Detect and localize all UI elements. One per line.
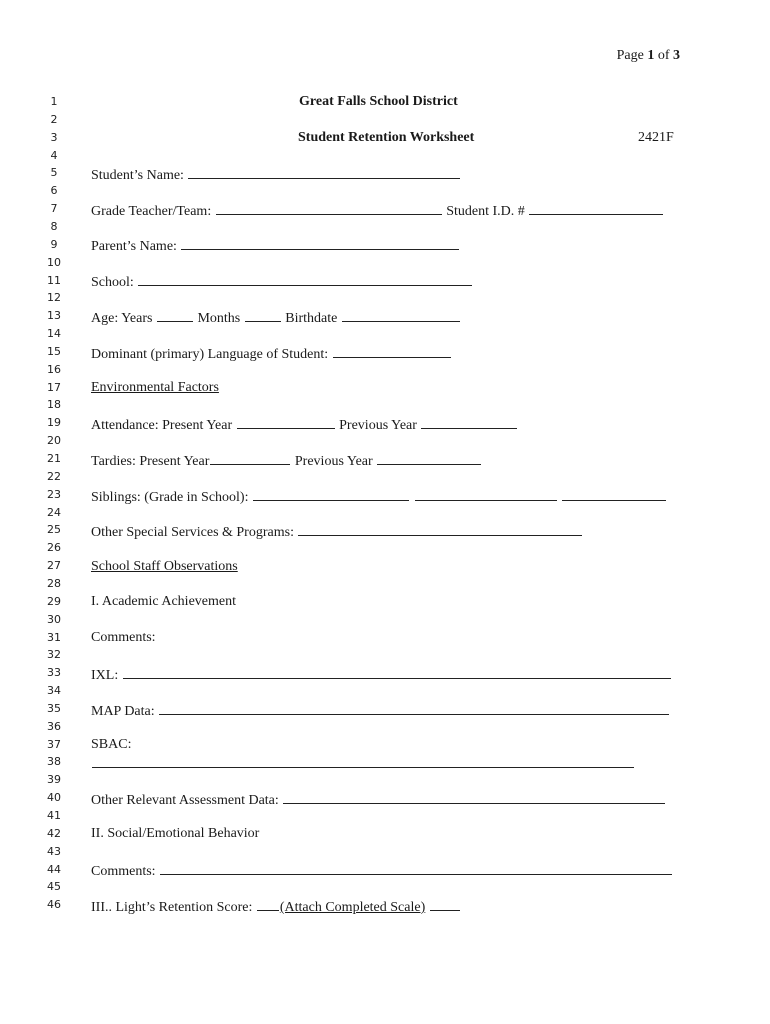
attendance-previous-blank[interactable] [421, 416, 517, 429]
tardies-present-label: Tardies: Present Year [91, 454, 210, 469]
line-number: 25 [47, 523, 61, 537]
social-heading: II. Social/Emotional Behavior [91, 826, 260, 841]
line-number: 22 [47, 469, 61, 483]
other-assessment-blank[interactable] [283, 791, 665, 804]
line-number: 12 [47, 291, 61, 305]
line-number: 3 [50, 130, 58, 144]
attendance-row [91, 416, 518, 434]
school-row [91, 273, 473, 291]
worksheet-title: Student Retention Worksheet [298, 130, 475, 145]
line-number: 5 [50, 166, 58, 180]
sbac-row [91, 755, 635, 773]
line-number: 39 [47, 773, 61, 787]
map-row [91, 702, 670, 720]
sbac-label: SBAC: [91, 737, 132, 752]
student-id-blank[interactable] [529, 202, 663, 215]
line-number: 43 [47, 844, 61, 858]
student-id-label: Student I.D. # [446, 204, 525, 219]
special-services-blank[interactable] [298, 523, 582, 536]
sbac-blank[interactable] [92, 755, 634, 768]
line-number: 37 [47, 737, 61, 751]
line-number: 38 [47, 755, 61, 769]
special-services-row [91, 523, 583, 541]
retention-score-blank[interactable] [257, 898, 279, 911]
page-label: Page [616, 48, 644, 63]
line-number: 35 [47, 701, 61, 715]
line-number: 6 [50, 184, 58, 198]
line-number: 46 [47, 898, 61, 912]
attendance-previous-label: Previous Year [339, 418, 417, 433]
total-pages: 3 [673, 48, 680, 63]
school-blank[interactable] [138, 273, 472, 286]
line-number: 15 [47, 344, 61, 358]
sibling-1-blank[interactable] [253, 488, 409, 501]
social-comments-blank[interactable] [160, 862, 672, 875]
line-number: 1 [50, 95, 58, 108]
sibling-2-blank[interactable] [415, 488, 557, 501]
line-number: 42 [47, 826, 61, 840]
line-number: 16 [47, 362, 61, 376]
page-of: of [657, 48, 670, 63]
line-number: 21 [47, 452, 61, 465]
special-services-label: Other Special Services & Programs: [91, 525, 294, 540]
grade-teacher-blank[interactable] [216, 202, 442, 215]
attach-scale-note: (Attach Completed Scale) [279, 900, 426, 915]
school-label: School: [91, 275, 134, 290]
ixl-row [91, 666, 672, 684]
tardies-previous-blank[interactable] [377, 452, 481, 465]
social-comments-row [91, 862, 673, 880]
line-number: 20 [47, 434, 61, 448]
students-name-label: Student’s Name: [91, 168, 184, 183]
attendance-present-blank[interactable] [237, 416, 335, 429]
academic-heading: I. Academic Achievement [91, 594, 236, 609]
line-number: 44 [47, 862, 61, 876]
line-number: 4 [50, 148, 58, 162]
line-number: 30 [47, 612, 61, 626]
siblings-row [91, 488, 667, 506]
siblings-label: Siblings: (Grade in School): [91, 490, 249, 505]
dominant-language-row [91, 345, 452, 363]
line-number: 26 [47, 541, 61, 555]
line-number: 10 [47, 255, 61, 269]
attendance-present-label: Attendance: Present Year [91, 418, 233, 433]
age-years-blank[interactable] [157, 309, 193, 322]
ixl-blank[interactable] [123, 666, 671, 679]
line-number: 29 [47, 594, 61, 608]
environmental-factors-heading: Environmental Factors [91, 380, 219, 395]
line-number: 19 [47, 416, 61, 430]
sibling-3-blank[interactable] [562, 488, 666, 501]
staff-observations-heading: School Staff Observations [91, 559, 238, 574]
line-number: 14 [47, 327, 61, 341]
parents-name-row [91, 237, 460, 255]
line-number: 41 [47, 809, 61, 822]
line-number: 33 [47, 666, 61, 680]
age-years-label: Age: Years [91, 311, 153, 326]
retention-score-label: III.. Light’s Retention Score: [91, 900, 253, 915]
page-number [617, 48, 680, 64]
line-number: 36 [47, 719, 61, 733]
birthdate-blank[interactable] [342, 309, 460, 322]
line-number: 17 [47, 380, 61, 394]
line-number: 28 [47, 576, 61, 590]
age-months-blank[interactable] [245, 309, 281, 322]
parents-name-label: Parent’s Name: [91, 239, 177, 254]
ixl-label: IXL: [91, 668, 119, 683]
line-number: 7 [50, 202, 58, 216]
tardies-present-blank[interactable] [210, 452, 290, 465]
birthdate-label: Birthdate [285, 311, 338, 326]
students-name-row [91, 166, 461, 184]
line-number: 11 [47, 273, 61, 287]
grade-teacher-row [91, 202, 664, 220]
dominant-language-label: Dominant (primary) Language of Student: [91, 347, 329, 362]
age-row [91, 309, 461, 327]
map-blank[interactable] [159, 702, 669, 715]
current-page: 1 [647, 48, 655, 63]
tardies-previous-label: Previous Year [294, 454, 373, 469]
line-number: 9 [50, 237, 58, 251]
academic-comments-label: Comments: [91, 630, 156, 645]
line-number: 31 [47, 630, 61, 644]
line-number: 45 [47, 880, 61, 894]
form-code: 2421F [638, 130, 674, 145]
line-number: 18 [47, 398, 61, 412]
parents-name-blank[interactable] [181, 237, 459, 250]
other-assessment-label: Other Relevant Assessment Data: [91, 793, 279, 808]
other-assessment-row [91, 791, 666, 809]
line-number: 8 [50, 219, 58, 233]
line-number: 34 [47, 684, 61, 698]
tardies-row [91, 452, 482, 470]
line-number: 40 [47, 791, 61, 805]
line-number: 23 [47, 487, 61, 501]
dominant-language-blank[interactable] [333, 345, 451, 358]
line-number: 2 [50, 112, 58, 126]
grade-teacher-label: Grade Teacher/Team: [91, 204, 212, 219]
students-name-blank[interactable] [188, 166, 460, 179]
retention-score-row [91, 898, 461, 916]
line-number: 24 [47, 505, 61, 519]
social-comments-label: Comments: [91, 864, 156, 879]
line-number: 27 [47, 559, 61, 573]
line-number: 13 [47, 309, 61, 323]
district-name: Great Falls School District [299, 94, 458, 109]
line-number: 32 [47, 648, 61, 662]
age-months-label: Months [197, 311, 241, 326]
map-label: MAP Data: [91, 704, 155, 719]
retention-score-trailing-blank[interactable] [430, 898, 460, 911]
